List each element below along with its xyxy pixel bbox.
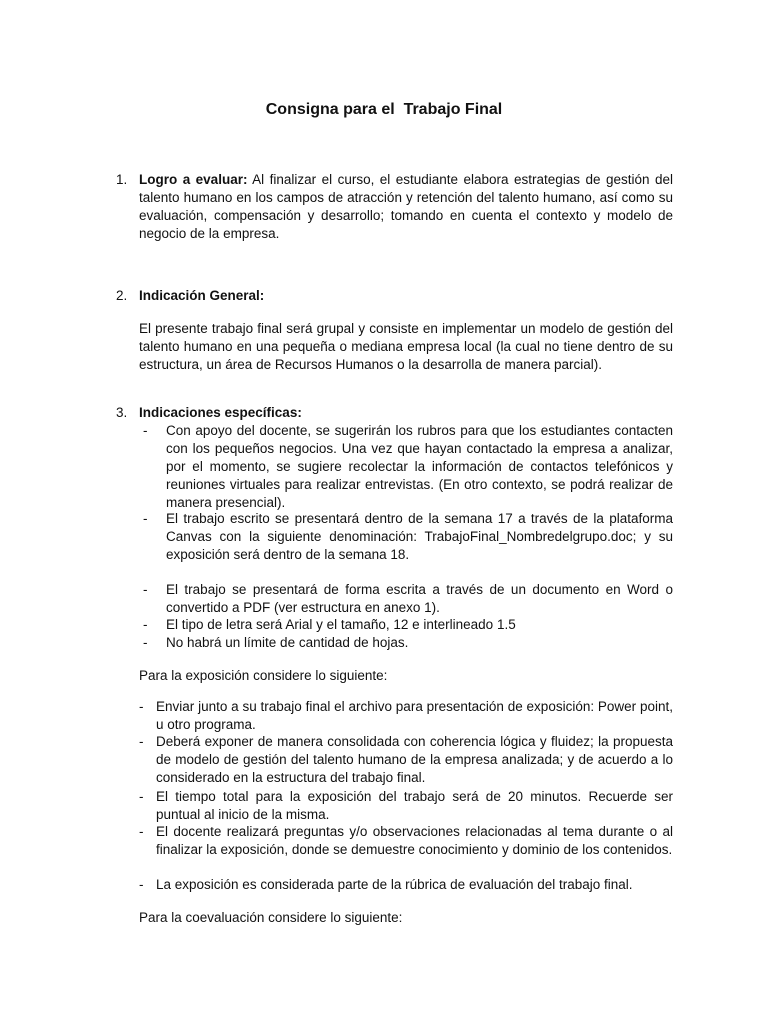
list-item: El trabajo escrito se presentará dentro de la semana 17 a través de la plataforma Canvas con la siguiente denominación: TrabajoFinal_Nombredelgrupo.doc; y su exposición será dentro de la semana 18. — [166, 511, 673, 562]
list-item: El tiempo total para la exposición del trabajo será de 20 minutos. Recuerde ser puntual al inicio de la misma. — [156, 789, 673, 822]
list-item: Deberá exponer de manera consolidada con coherencia lógica y fluidez; la propuesta de modelo de gestión del talento humano de la empresa analizada; y de acuerdo a lo considerado en la estructura del trabajo final. — [156, 734, 673, 785]
exposition-intro: Para la exposición considere lo siguiente: — [139, 668, 388, 683]
list-item: El docente realizará preguntas y/o observaciones relacionadas al tema durante o al finalizar la exposición, donde se demuestre conocimiento y dominio de los contenidos. — [156, 824, 673, 857]
list-bullet: - — [143, 582, 148, 597]
list-bullet: - — [139, 699, 144, 714]
document-title: Consigna para el Trabajo Final — [265, 101, 503, 118]
list-bullet: - — [143, 617, 148, 632]
section-1-heading: Logro a evaluar: — [139, 172, 248, 187]
section-3-heading-text: Indicaciones específicas: — [139, 405, 302, 420]
list-item: El trabajo se presentará de forma escrita a través de un documento en Word o convertido a PDF (ver estructura en anexo 1). — [166, 582, 673, 615]
section-1-text: Al finalizar el curso, el estudiante elabora estrategias de gestión del talento humano en los campos de atracción y retención del talento humano, así como su evaluación, compensación y desarrollo; tomando en cuenta el contexto y modelo de negocio de la empresa. — [139, 172, 674, 241]
list-bullet: - — [143, 635, 148, 650]
section-1-number: 1. — [116, 172, 128, 187]
section-2-number: 2. — [116, 288, 128, 303]
section-2-heading — [139, 287, 673, 305]
list-item: La exposición es considerada parte de la rúbrica de evaluación del trabajo final. — [156, 877, 633, 892]
coevaluation-intro: Para la coevaluación considere lo siguiente: — [139, 910, 403, 925]
list-item: No habrá un límite de cantidad de hojas. — [166, 635, 409, 650]
list-item: El tipo de letra será Arial y el tamaño, 12 e interlineado 1.5 — [166, 617, 516, 632]
section-2-heading-text: Indicación General: — [139, 288, 265, 303]
list-item: Con apoyo del docente, se sugerirán los rubros para que los estudiantes contacten con los pequeños negocios. Una vez que hayan contactado la empresa a analizar, por el momento, se sugiere recolectar la información de contactos telefónicos y reuniones virtuales para realizar entrevistas. (En otro contexto, se podrá realizar de manera presencial). — [166, 423, 673, 510]
section-1-body — [139, 171, 673, 243]
list-bullet: - — [139, 734, 144, 749]
section-2-paragraph: El presente trabajo final será grupal y consiste en implementar un modelo de gestión del talento humano en una pequeña o mediana empresa local (la cual no tiene dentro de su estructura, un área de Recursos Humanos o la desarrolla de manera parcial). — [139, 321, 673, 372]
section-3-heading — [139, 404, 673, 422]
list-bullet: - — [139, 824, 144, 839]
section-3-number: 3. — [116, 405, 128, 420]
list-item: Enviar junto a su trabajo final el archivo para presentación de exposición: Power point, u otro programa. — [156, 699, 673, 732]
list-bullet: - — [143, 511, 148, 526]
list-bullet: - — [139, 789, 144, 804]
list-bullet: - — [143, 423, 148, 438]
list-bullet: - — [139, 877, 144, 892]
